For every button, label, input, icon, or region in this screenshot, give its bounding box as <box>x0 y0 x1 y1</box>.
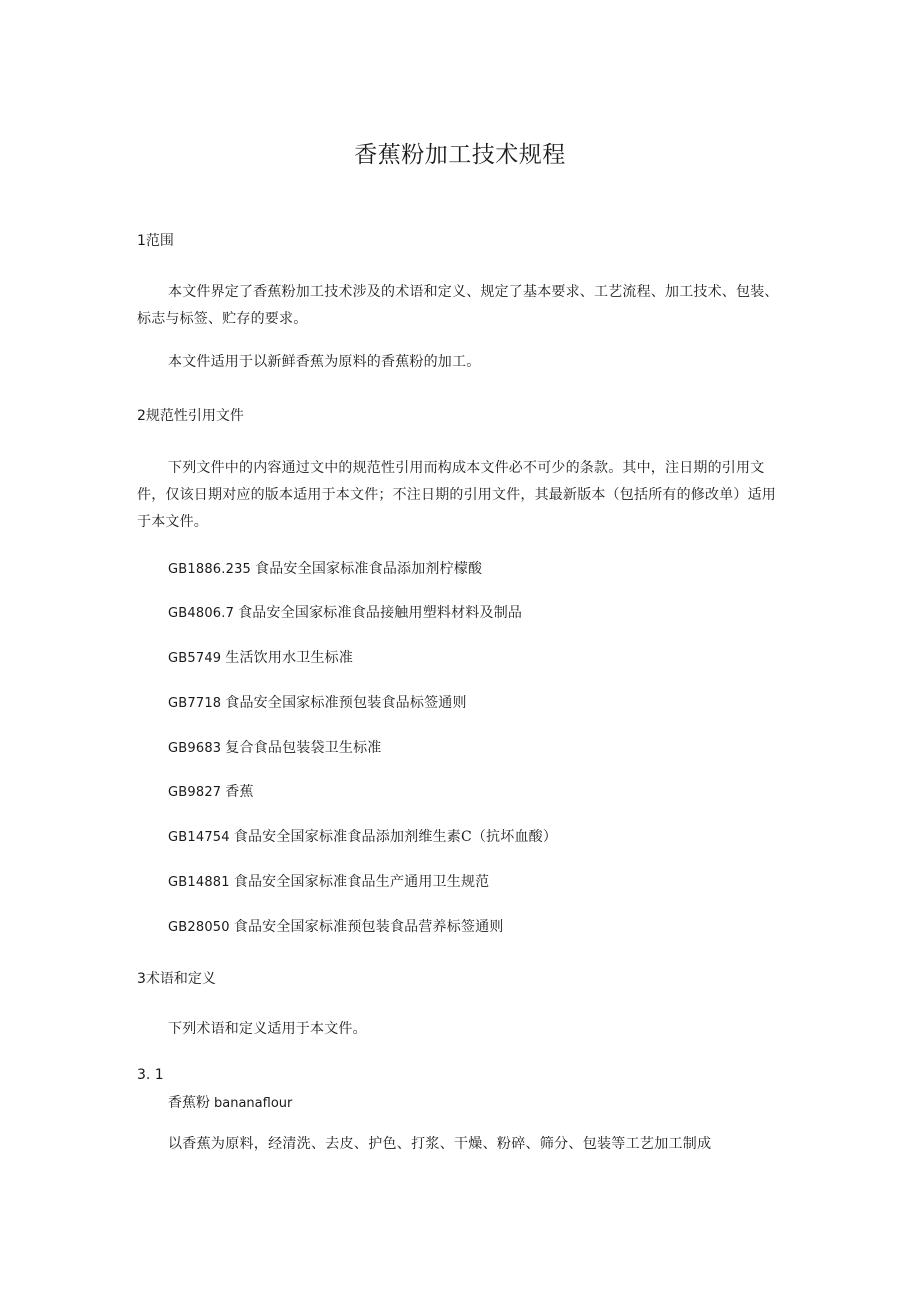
reference-code: GB28050 <box>168 920 230 935</box>
document-title: 香蕉粉加工技术规程 <box>354 142 566 168</box>
reference-item <box>168 648 353 669</box>
section-1-heading: 1范围 <box>137 233 174 249</box>
term-name-en: bananaflour <box>214 1096 293 1111</box>
reference-title: 食品安全国家标准食品添加剂维生素C（抗坏血酸） <box>233 829 558 845</box>
reference-title: 复合食品包装袋卫生标准 <box>225 740 382 756</box>
reference-title: 食品安全国家标准食品接触用塑料材料及制品 <box>238 605 523 621</box>
reference-code: GB14754 <box>168 830 230 845</box>
reference-code: GB5749 <box>168 651 222 666</box>
reference-code: GB9683 <box>168 741 222 756</box>
reference-title: 香蕉 <box>225 784 254 800</box>
section-2-heading: 2规范性引用文件 <box>137 408 244 424</box>
reference-item <box>168 872 489 893</box>
reference-code: GB1886.235 <box>168 562 252 577</box>
reference-code: GB9827 <box>168 785 222 800</box>
reference-item <box>168 782 254 803</box>
section-3-heading: 3术语和定义 <box>137 971 216 987</box>
term-name <box>168 1093 292 1114</box>
reference-title: 生活饮用水卫生标准 <box>225 650 354 666</box>
reference-item <box>168 827 557 848</box>
section-3-intro: 下列术语和定义适用于本文件。 <box>168 1021 367 1037</box>
reference-title: 食品安全国家标准食品生产通用卫生规范 <box>233 874 490 890</box>
reference-code: GB7718 <box>168 696 222 711</box>
reference-item <box>168 917 504 938</box>
term-name-zh: 香蕉粉 <box>168 1095 210 1111</box>
reference-code: GB14881 <box>168 875 230 890</box>
section-1-paragraph-1: 本文件界定了香蕉粉加工技术涉及的术语和定义、规定了基本要求、工艺流程、加工技术、包装、标志与标签、贮存的要求。 <box>137 284 779 327</box>
reference-code: GB4806.7 <box>168 606 235 621</box>
term-number: 3. 1 <box>137 1067 164 1083</box>
reference-title: 食品安全国家标准预包装食品标签通则 <box>225 695 467 711</box>
reference-item <box>168 559 482 580</box>
reference-item <box>168 738 381 759</box>
term-definition: 以香蕉为原料，经清洗、去皮、护色、打浆、干燥、粉碎、筛分、包装等工艺加工制成 <box>168 1136 712 1152</box>
section-2-intro: 下列文件中的内容通过文中的规范性引用而构成本文件必不可少的条款。其中，注日期的引用文件，仅该日期对应的版本适用于本文件；不注日期的引用文件，其最新版本（包括所有的修改单）适用于本文件。 <box>137 460 776 530</box>
reference-title: 食品安全国家标准预包装食品营养标签通则 <box>233 919 504 935</box>
reference-item <box>168 603 522 624</box>
reference-title: 食品安全国家标准食品添加剂柠檬酸 <box>255 561 483 577</box>
section-1-paragraph-2: 本文件适用于以新鲜香蕉为原料的香蕉粉的加工。 <box>168 354 481 370</box>
reference-item <box>168 693 467 714</box>
